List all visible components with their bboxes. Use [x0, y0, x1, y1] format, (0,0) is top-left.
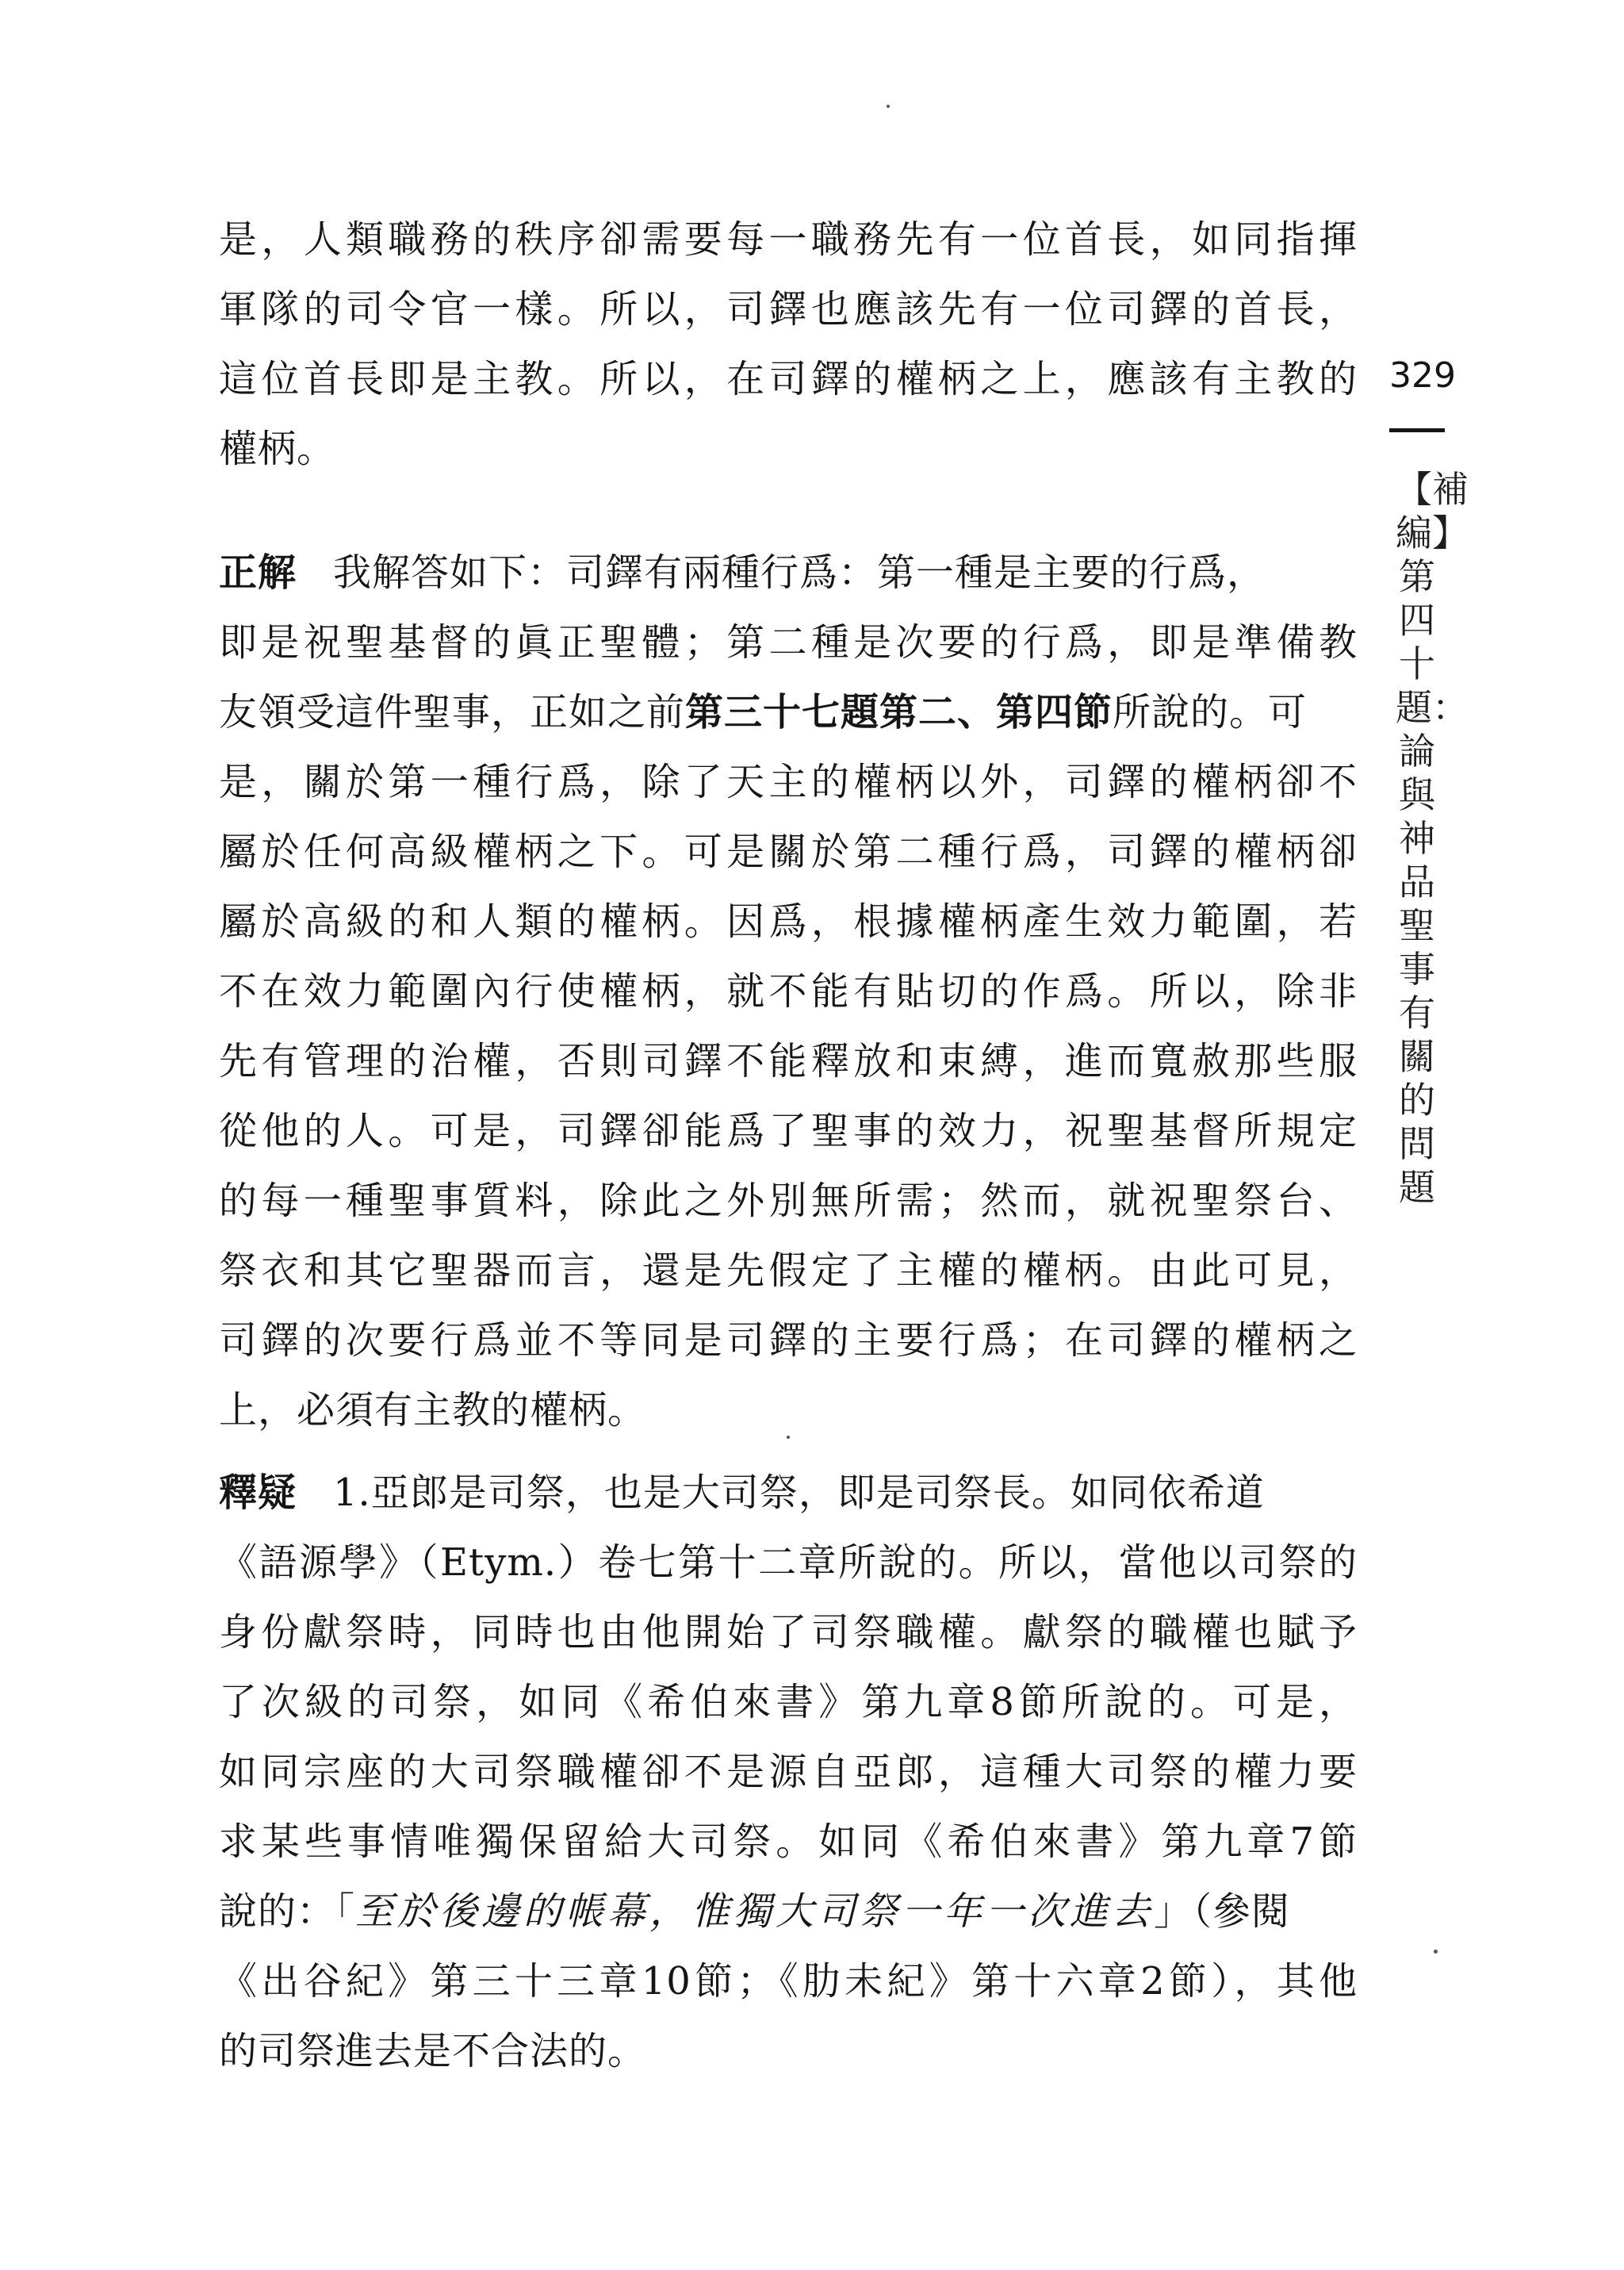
text-line: [219, 538, 1358, 608]
scan-speck: [887, 105, 890, 108]
paragraph-objection-reply: [219, 1458, 1358, 2086]
text-line: 《出谷紀》第三十三章10節；《肋未紀》第十六章2節），其他: [219, 1959, 1358, 2004]
text-segment: 1.亞郎是司祭，也是大司祭，即是司祭長。如同依希道: [333, 1471, 1265, 1515]
reply-label: 釋疑: [219, 1471, 297, 1515]
text-line: 即是祝聖基督的眞正聖體；第二種是次要的行爲，即是準備教: [219, 620, 1358, 665]
text-line: 身份獻祭時，同時也由他開始了司祭職權。獻祭的職權也賦予: [219, 1610, 1358, 1655]
text-line: 司鐸的次要行爲並不等同是司鐸的主要行爲；在司鐸的權柄之: [219, 1318, 1358, 1363]
running-head: 【補編】第四十題：論與神品聖事有關的問題: [1396, 468, 1469, 1209]
scan-speck: [787, 1436, 790, 1439]
text-segment: 友領受這件聖事，正如之前: [219, 690, 686, 734]
text-line: 是，人類職務的秩序卻需要每一職務先有一位首長，如同指揮: [219, 217, 1358, 262]
text-segment: 所說的。可: [1113, 690, 1308, 734]
scan-speck: [1434, 1950, 1438, 1954]
paragraph-answer: [219, 538, 1358, 1445]
text-line: [219, 677, 1358, 747]
text-line: 求某些事情唯獨保留給大司祭。如同《希伯來書》第九章7節: [219, 1819, 1358, 1864]
text-line: 上，必須有主教的權柄。: [219, 1388, 647, 1432]
text-segment: 我解答如下：司鐸有兩種行爲：第一種是主要的行爲，: [333, 550, 1266, 595]
text-segment: 」（參閱: [1154, 1889, 1291, 1934]
text-line: 的司祭進去是不合法的。: [219, 2029, 647, 2073]
text-line: 這位首長即是主教。所以，在司鐸的權柄之上，應該有主教的: [219, 357, 1358, 401]
page-number: 329: [1389, 355, 1456, 396]
page-number-rule: [1389, 428, 1445, 432]
text-line: 如同宗座的大司祭職權卻不是源自亞郎，這種大司祭的權力要: [219, 1750, 1358, 1794]
text-line: 屬於高級的和人類的權柄。因爲，根據權柄產生效力範圍，若: [219, 899, 1358, 944]
cross-reference: 第三十七題第二、第四節: [685, 690, 1113, 734]
paragraph-continuation: [219, 205, 1358, 484]
text-line: [219, 1458, 1358, 1528]
text-line: 從他的人。可是，司鐸卻能爲了聖事的效力，祝聖基督所規定: [219, 1109, 1358, 1153]
text-line: 的每一種聖事質料，除此之外別無所需；然而，就祝聖祭台、: [219, 1179, 1358, 1223]
text-line: 屬於任何高級權柄之下。可是關於第二種行爲，司鐸的權柄卻: [219, 830, 1358, 874]
text-line: [219, 1877, 1358, 1946]
text-line: 先有管理的治權，否則司鐸不能釋放和束縛，進而寬赦那些服: [219, 1039, 1358, 1083]
scripture-quote: 至於後邊的帳幕，惟獨大司祭一年一次進去: [355, 1889, 1155, 1934]
text-line: 是，關於第一種行爲，除了天主的權柄以外，司鐸的權柄卻不: [219, 760, 1358, 804]
text-segment: 說的：「: [219, 1889, 356, 1934]
text-line: 不在效力範圍內行使權柄，就不能有貼切的作爲。所以，除非: [219, 969, 1358, 1014]
answer-label: 正解: [219, 550, 297, 595]
text-line: 權柄。: [219, 427, 336, 471]
text-line: 祭衣和其它聖器而言，還是先假定了主權的權柄。由此可見，: [219, 1248, 1358, 1293]
text-line: 《語源學》（Etym.）卷七第十二章所說的。所以，當他以司祭的: [219, 1540, 1358, 1585]
text-line: 軍隊的司令官一樣。所以，司鐸也應該先有一位司鐸的首長，: [219, 287, 1358, 332]
text-line: 了次級的司祭，如同《希伯來書》第九章8節所說的。可是，: [219, 1680, 1358, 1724]
